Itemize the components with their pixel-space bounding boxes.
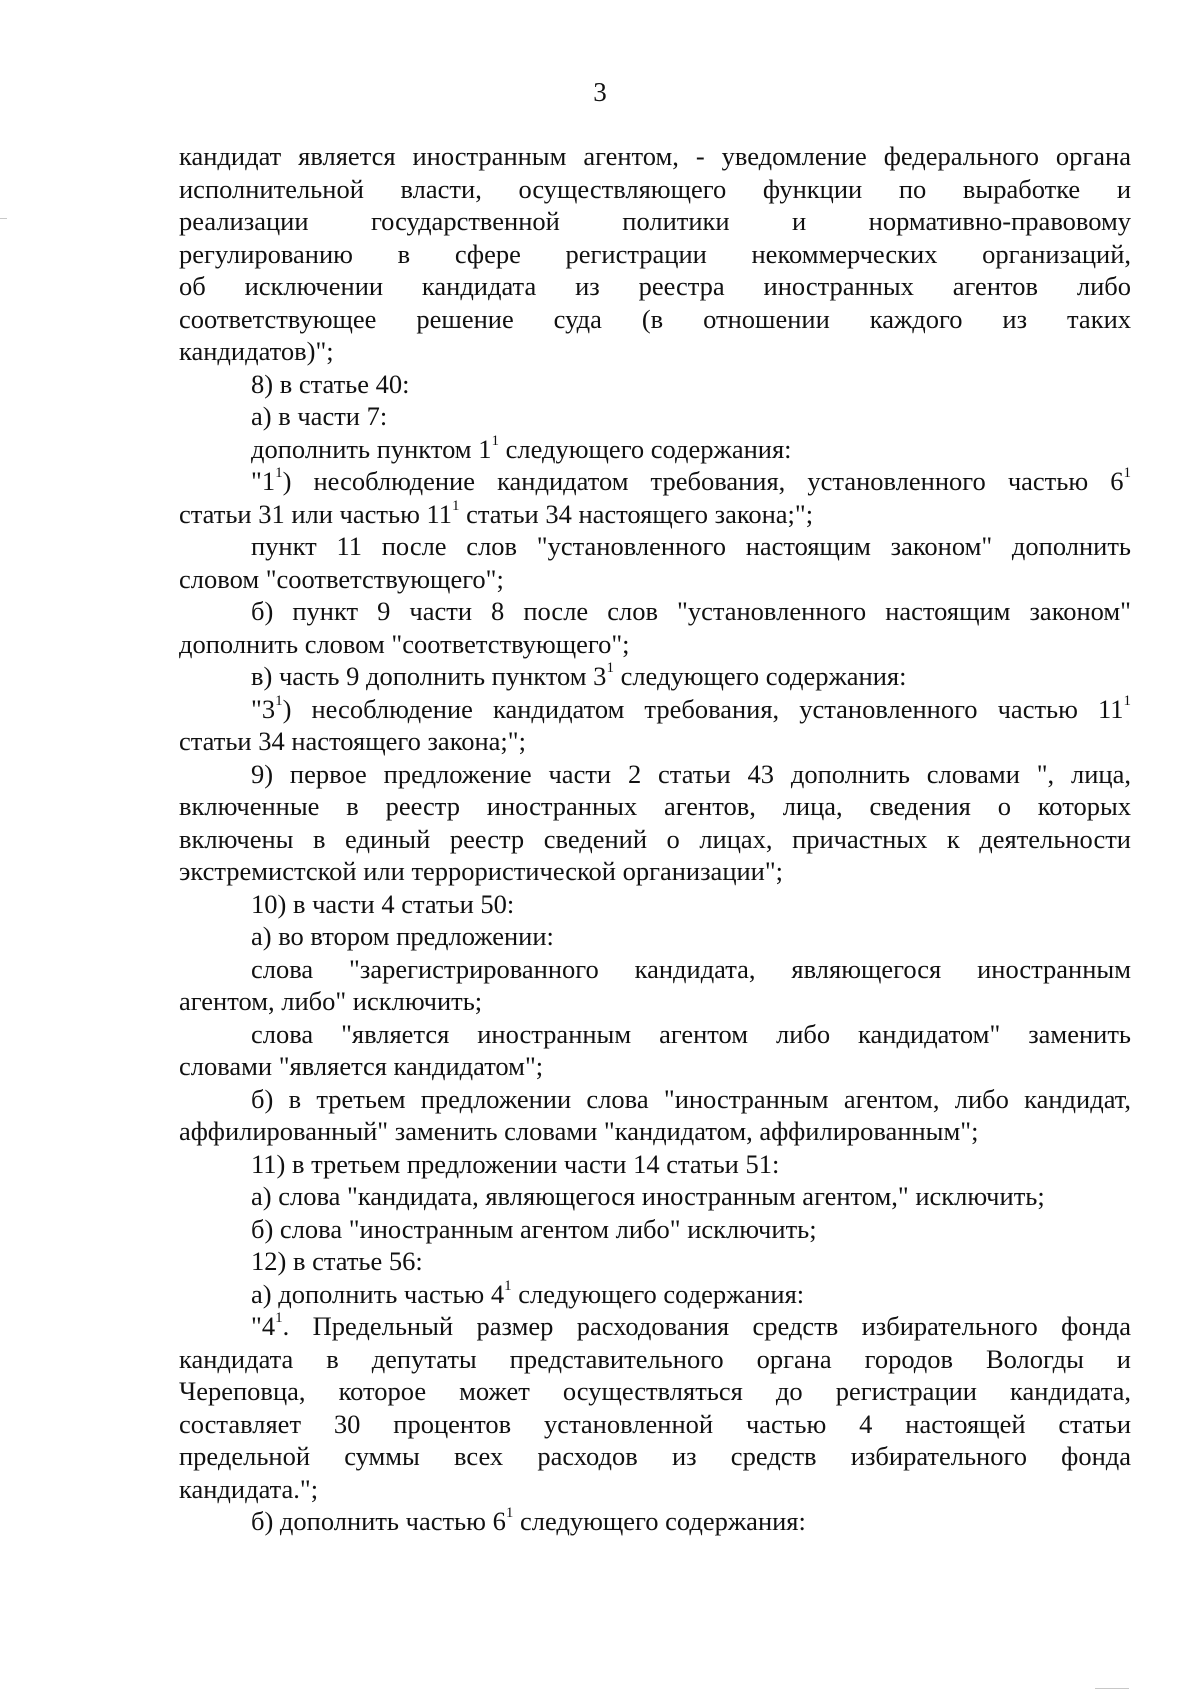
line-text: статьи 34 настоящего закона;";	[179, 726, 526, 756]
line-text: б) дополнить частью 6	[251, 1506, 506, 1536]
text-line	[179, 433, 1131, 466]
text-line	[179, 985, 1131, 1018]
line-text-continued: следующего содержания:	[513, 1506, 806, 1536]
line-text-continued: следующего содержания:	[511, 1278, 805, 1309]
line-text: аффилированный" заменить словами "кандидатом, аффилированным";	[179, 1116, 979, 1146]
line-text: 12) в статье 56:	[251, 1246, 423, 1276]
text-line	[179, 1278, 1131, 1311]
line-text: дополнить пунктом 1	[251, 433, 492, 464]
superscript: 1	[275, 465, 283, 482]
text-line	[179, 368, 1131, 401]
text-line	[179, 953, 1131, 986]
line-text: включены в единый реестр сведений о лицах, причастных к деятельности	[179, 823, 1131, 854]
line-text-continued: следующего содержания:	[498, 433, 792, 464]
text-line	[179, 1213, 1131, 1246]
line-text: соответствующее решение суда (в отношении каждого из таких	[179, 303, 1131, 334]
scan-edge-mark	[1095, 1688, 1129, 1689]
text-line	[179, 790, 1131, 823]
superscript: 1	[1123, 692, 1131, 709]
line-text: Череповца, которое может осуществляться до регистрации кандидата,	[179, 1376, 1131, 1406]
line-text-continued: ) несоблюдение кандидатом требования, установленного частью 11	[282, 693, 1124, 724]
line-text: 10) в части 4 статьи 50:	[251, 888, 515, 919]
text-line	[179, 628, 1131, 661]
line-text: слова "зарегистрированного кандидата, являющегося иностранным	[251, 953, 1131, 984]
text-line	[179, 140, 1131, 173]
superscript: 1	[275, 692, 283, 709]
line-text: в) часть 9 дополнить пунктом 3	[251, 661, 607, 691]
text-line	[179, 1375, 1131, 1408]
line-text: регулированию в сфере регистрации некоммерческих организаций,	[179, 238, 1131, 269]
text-line	[179, 238, 1131, 271]
line-text-continued: статьи 34 настоящего закона;";	[459, 498, 814, 529]
text-line	[179, 758, 1131, 791]
line-text: слова "является иностранным агентом либо кандидатом" заменить	[251, 1018, 1131, 1049]
line-text: 9) первое предложение части 2 статьи 43 дополнить словами ", лица,	[251, 758, 1131, 789]
text-line	[179, 173, 1131, 206]
line-text-continued: . Предельный размер расходования средств избирательного фонда	[282, 1311, 1131, 1341]
line-text: кандидата в депутаты представительного органа городов Вологды и	[179, 1343, 1131, 1374]
line-text: исполнительной власти, осуществляющего функции по выработке и	[179, 173, 1131, 204]
line-text: а) во втором предложении:	[251, 921, 554, 951]
line-text: составляет 30 процентов установленной частью 4 настоящей статьи	[179, 1408, 1131, 1439]
text-line	[179, 563, 1131, 596]
line-text: а) слова "кандидата, являющегося иностранным агентом," исключить;	[251, 1181, 1045, 1211]
text-line	[179, 1343, 1131, 1376]
text-line	[179, 465, 1131, 498]
line-text: б) пункт 9 части 8 после слов "установленного настоящим законом"	[251, 596, 1131, 626]
text-line	[179, 1180, 1131, 1213]
text-line	[179, 1050, 1131, 1083]
text-line	[179, 595, 1131, 628]
text-line	[179, 1310, 1131, 1343]
text-line	[179, 660, 1131, 693]
line-text: словами "является кандидатом";	[179, 1051, 544, 1081]
text-line	[179, 1018, 1131, 1051]
text-line	[179, 1115, 1131, 1148]
line-text-continued: ) несоблюдение кандидатом требования, установленного частью 6	[282, 466, 1124, 496]
text-line	[179, 693, 1131, 726]
line-text: 11) в третьем предложении части 14 статьи 51:	[251, 1148, 780, 1179]
line-text: пункт 11 после слов "установленного настоящим законом" дополнить	[251, 531, 1131, 561]
superscript: 1	[1123, 465, 1131, 482]
text-line	[179, 823, 1131, 856]
line-text: кандидат является иностранным агентом, - уведомление федерального органа	[179, 141, 1131, 171]
line-text: а) в части 7:	[251, 401, 388, 431]
text-line	[179, 1408, 1131, 1441]
text-line	[179, 1148, 1131, 1181]
superscript: 1	[491, 432, 499, 449]
line-text: словом "соответствующего";	[179, 563, 504, 594]
text-line	[179, 920, 1131, 953]
text-line	[179, 1505, 1131, 1538]
text-line	[179, 205, 1131, 238]
document-body	[179, 140, 1131, 1538]
line-text: реализации государственной политики и нормативно-правовому	[179, 206, 1131, 236]
line-text: кандидатов)";	[179, 336, 334, 366]
text-line	[179, 335, 1131, 368]
text-line	[179, 270, 1131, 303]
line-text: об исключении кандидата из реестра иностранных агентов либо	[179, 271, 1131, 301]
superscript: 1	[505, 1505, 514, 1522]
text-line	[179, 530, 1131, 563]
line-text: статьи 31 или частью 11	[179, 498, 453, 529]
text-line	[179, 1245, 1131, 1278]
text-line	[179, 1473, 1131, 1506]
text-line	[179, 855, 1131, 888]
superscript: 1	[275, 1310, 283, 1327]
line-text: предельной суммы всех расходов из средств избирательного фонда	[179, 1441, 1131, 1471]
line-text: а) дополнить частью 4	[251, 1278, 505, 1309]
line-text: агентом, либо" исключить;	[179, 986, 483, 1016]
text-line	[179, 303, 1131, 336]
superscript: 1	[452, 497, 460, 514]
line-text: б) слова "иностранным агентом либо" исключить;	[251, 1213, 817, 1244]
text-line	[179, 1083, 1131, 1116]
line-text: экстремистской или террористической организации";	[179, 856, 784, 886]
line-text: дополнить словом "соответствующего";	[179, 628, 630, 659]
superscript: 1	[606, 660, 614, 677]
line-text-continued: следующего содержания:	[613, 661, 907, 691]
line-text: "4	[251, 1311, 276, 1341]
scan-edge-mark	[0, 218, 7, 219]
text-line	[179, 498, 1131, 531]
text-line	[179, 1440, 1131, 1473]
page-number: 3	[593, 77, 607, 107]
text-line	[179, 725, 1131, 758]
line-text: б) в третьем предложении слова "иностранным агентом, либо кандидат,	[251, 1083, 1131, 1114]
line-text: 8) в статье 40:	[251, 368, 410, 399]
line-text: "1	[251, 466, 276, 496]
text-line	[179, 888, 1131, 921]
line-text: кандидата.";	[179, 1473, 319, 1504]
text-line	[179, 400, 1131, 433]
line-text: "3	[251, 693, 276, 724]
superscript: 1	[504, 1277, 512, 1294]
line-text: включенные в реестр иностранных агентов, лица, сведения о которых	[179, 791, 1131, 821]
